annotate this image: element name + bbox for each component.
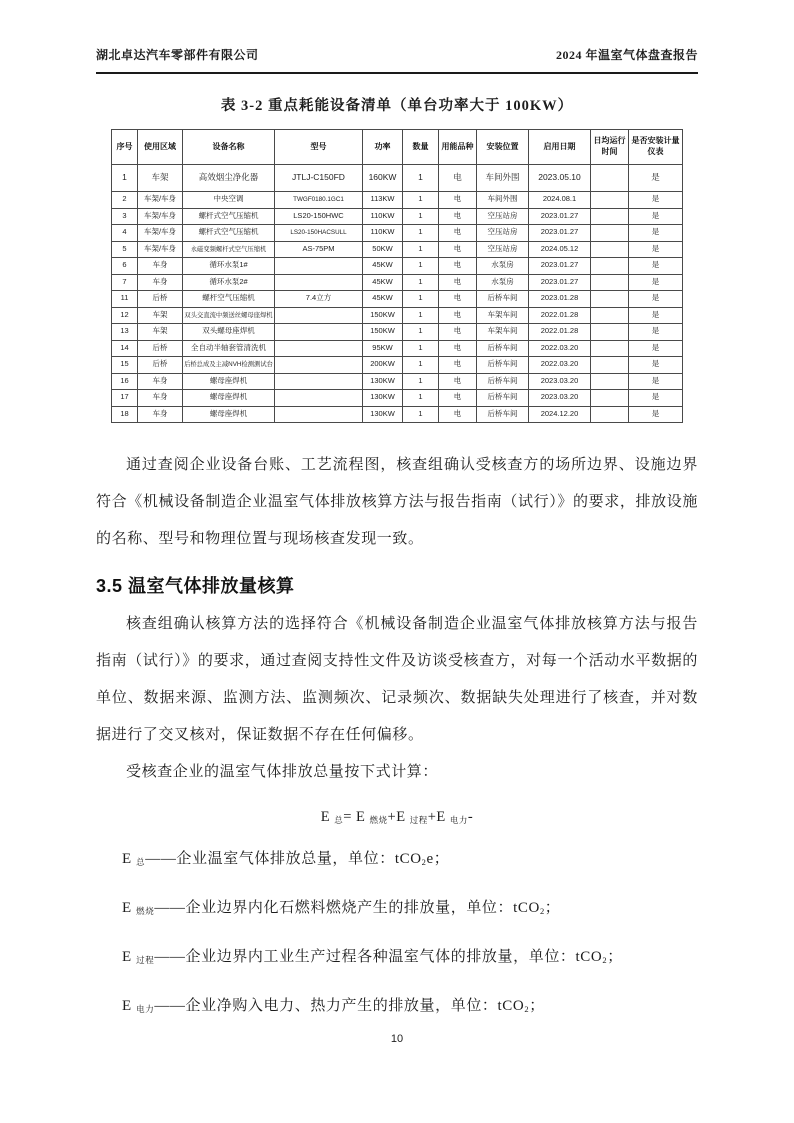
unit-subscript: 2 — [421, 857, 427, 867]
table-cell: 空压站房 — [477, 225, 529, 242]
table-cell: AS-75PM — [275, 241, 363, 258]
table-cell: 车架/车身 — [138, 225, 183, 242]
table-cell: 车身 — [138, 406, 183, 423]
formula-subscript: 总 — [334, 815, 344, 825]
table-cell: 16 — [112, 373, 138, 390]
table-cell: 1 — [403, 406, 439, 423]
term-subscript: 总 — [136, 857, 146, 867]
column-header: 使用区域 — [138, 130, 183, 165]
formula-term: +E — [387, 809, 410, 825]
term-tail: ； — [544, 900, 561, 916]
term-description: ——企业净购入电力、热力产生的排放量，单位：tCO — [154, 998, 525, 1014]
table-cell: 后桥 — [138, 357, 183, 374]
table-cell — [275, 373, 363, 390]
header-company: 湖北卓达汽车零部件有限公司 — [96, 48, 259, 62]
table-cell: 螺杆空气压缩机 — [183, 291, 275, 308]
table-cell: 全自动半轴套管清洗机 — [183, 340, 275, 357]
formula-term: - — [467, 809, 474, 825]
unit-subscript: 2 — [539, 906, 545, 916]
table-cell: 17 — [112, 390, 138, 407]
table-cell: 是 — [629, 307, 683, 324]
table-cell: 18 — [112, 406, 138, 423]
table-cell: 2024.08.1 — [529, 192, 591, 209]
table-row — [112, 324, 683, 341]
table-cell — [591, 373, 629, 390]
table-cell: 螺母座焊机 — [183, 406, 275, 423]
table-row — [112, 165, 683, 192]
table-cell: 13 — [112, 324, 138, 341]
table-cell — [591, 241, 629, 258]
table-cell — [591, 390, 629, 407]
table-cell: 200KW — [363, 357, 403, 374]
term-symbol: E — [122, 851, 137, 867]
table-cell: 电 — [439, 390, 477, 407]
column-header: 序号 — [112, 130, 138, 165]
table-cell — [591, 274, 629, 291]
table-cell: 1 — [403, 192, 439, 209]
table-cell: 110KW — [363, 208, 403, 225]
term-subscript: 燃烧 — [136, 906, 155, 916]
table-cell: 是 — [629, 340, 683, 357]
formula-subscript: 燃烧 — [369, 815, 388, 825]
table-cell: 1 — [403, 373, 439, 390]
table-cell — [591, 192, 629, 209]
table-cell: 1 — [403, 225, 439, 242]
table-cell: 车架 — [138, 165, 183, 192]
table-cell: 14 — [112, 340, 138, 357]
table-cell — [275, 307, 363, 324]
table-cell: 电 — [439, 357, 477, 374]
table-cell: 后桥车间 — [477, 390, 529, 407]
term-definition — [96, 991, 698, 1024]
table-cell: 2023.03.20 — [529, 373, 591, 390]
formula-subscript: 过程 — [409, 815, 428, 825]
table-cell: 车架 — [138, 324, 183, 341]
term-description: ——企业边界内工业生产过程各种温室气体的排放量，单位：tCO — [154, 949, 603, 965]
table-cell: 130KW — [363, 373, 403, 390]
table-cell — [591, 324, 629, 341]
table-cell: 车身 — [138, 390, 183, 407]
unit-subscript: 2 — [602, 955, 608, 965]
table-cell: 5 — [112, 241, 138, 258]
table-cell: 车身 — [138, 274, 183, 291]
table-row — [112, 225, 683, 242]
page-number: 10 — [390, 1033, 404, 1045]
table-cell: 双头螺母座焊机 — [183, 324, 275, 341]
paragraph-formula-intro: 受核查企业的温室气体排放总量按下式计算： — [126, 764, 439, 780]
table-cell: 2023.01.27 — [529, 258, 591, 275]
table-cell: 电 — [439, 291, 477, 308]
table-cell: 螺杆式空气压缩机 — [183, 208, 275, 225]
table-cell: 电 — [439, 324, 477, 341]
table-cell: 2023.03.20 — [529, 390, 591, 407]
term-description: ——企业温室气体排放总量，单位：tCO — [145, 851, 422, 867]
table-cell: 后桥车间 — [477, 406, 529, 423]
table-cell: 车架 — [138, 307, 183, 324]
table-cell: 车间外围 — [477, 192, 529, 209]
table-cell: 永磁变频螺杆式空气压缩机 — [183, 241, 275, 258]
table-cell: 是 — [629, 390, 683, 407]
table-cell — [275, 274, 363, 291]
table-cell: 113KW — [363, 192, 403, 209]
table-cell: 110KW — [363, 225, 403, 242]
table-cell: 1 — [403, 291, 439, 308]
term-tail: ； — [607, 949, 623, 965]
table-cell — [591, 165, 629, 192]
table-cell: 6 — [112, 258, 138, 275]
term-tail: e； — [426, 851, 450, 867]
table-cell: 2024.12.20 — [529, 406, 591, 423]
table-cell — [591, 340, 629, 357]
table-cell: TWGF0180.1GC1 — [275, 192, 363, 209]
table-cell: 电 — [439, 241, 477, 258]
column-header: 数量 — [403, 130, 439, 165]
table-row — [112, 192, 683, 209]
table-cell: 双头交直流中频送丝螺母座焊机 — [183, 307, 275, 324]
table-cell: 螺母座焊机 — [183, 373, 275, 390]
table-cell — [275, 324, 363, 341]
table-cell: LS20-150HACSULL — [275, 225, 363, 242]
table-cell — [591, 208, 629, 225]
table-cell: 1 — [403, 307, 439, 324]
table-cell: 后桥总成及主减NVH检测测试台 — [183, 357, 275, 374]
term-symbol: E — [122, 900, 137, 916]
table-cell: 45KW — [363, 274, 403, 291]
table-cell: 3 — [112, 208, 138, 225]
table-cell: 是 — [629, 291, 683, 308]
table-cell: 是 — [629, 357, 683, 374]
table-cell: 1 — [403, 241, 439, 258]
table-cell: 130KW — [363, 406, 403, 423]
table-cell: 1 — [403, 340, 439, 357]
table-cell: 车架车间 — [477, 307, 529, 324]
term-definition — [96, 844, 698, 877]
formula-subscript: 电力 — [449, 815, 468, 825]
table-cell: 1 — [403, 274, 439, 291]
term-symbol: E — [122, 998, 137, 1014]
table-cell: 水泵房 — [477, 274, 529, 291]
table-cell: 是 — [629, 225, 683, 242]
table-cell: 车身 — [138, 373, 183, 390]
table-cell: 45KW — [363, 258, 403, 275]
column-header: 安装位置 — [477, 130, 529, 165]
table-cell — [591, 357, 629, 374]
table-row — [112, 241, 683, 258]
table-cell: 是 — [629, 324, 683, 341]
table-cell: 160KW — [363, 165, 403, 192]
table-cell: 电 — [439, 274, 477, 291]
term-definition — [96, 893, 698, 926]
table-cell — [591, 307, 629, 324]
page-header — [96, 46, 698, 74]
table-row — [112, 307, 683, 324]
table-cell: 车架/车身 — [138, 192, 183, 209]
table-row — [112, 274, 683, 291]
term-subscript: 电力 — [136, 1004, 155, 1014]
table-cell — [591, 258, 629, 275]
table-row — [112, 406, 683, 423]
table-cell: 4 — [112, 225, 138, 242]
column-header: 用能品种 — [439, 130, 477, 165]
table-cell: 循环水泵1# — [183, 258, 275, 275]
table-cell: 是 — [629, 274, 683, 291]
table-cell: 12 — [112, 307, 138, 324]
table-row — [112, 291, 683, 308]
table-cell: 后桥车间 — [477, 357, 529, 374]
table-cell: 15 — [112, 357, 138, 374]
table-cell: 2023.01.27 — [529, 225, 591, 242]
table-cell: 是 — [629, 373, 683, 390]
formula-term: E — [320, 809, 335, 825]
column-header: 型号 — [275, 130, 363, 165]
term-definitions — [0, 844, 794, 1024]
table-cell: 1 — [403, 208, 439, 225]
table-cell: 电 — [439, 165, 477, 192]
table-cell: 95KW — [363, 340, 403, 357]
table-cell: 水泵房 — [477, 258, 529, 275]
table-cell: 螺杆式空气压缩机 — [183, 225, 275, 242]
table-cell: 电 — [439, 406, 477, 423]
table-cell: 2023.01.27 — [529, 274, 591, 291]
table-cell: 2023.05.10 — [529, 165, 591, 192]
unit-subscript: 2 — [524, 1004, 530, 1014]
table-body — [112, 165, 683, 423]
table-cell: 2022.01.28 — [529, 324, 591, 341]
table-cell: 电 — [439, 307, 477, 324]
table-cell: 高效烟尘净化器 — [183, 165, 275, 192]
column-header: 是否安装计量仪表 — [629, 130, 683, 165]
table-caption: 表 3-2 重点耗能设备清单（单台功率大于 100KW） — [220, 98, 574, 114]
table-cell: 2 — [112, 192, 138, 209]
table-cell: 130KW — [363, 390, 403, 407]
table-row — [112, 357, 683, 374]
table-row — [112, 258, 683, 275]
table-cell: 是 — [629, 165, 683, 192]
table-row — [112, 340, 683, 357]
term-tail: ； — [529, 998, 545, 1014]
header-report-title: 2024 年温室气体盘查报告 — [555, 48, 698, 62]
table-cell: 150KW — [363, 324, 403, 341]
table-cell: 后桥 — [138, 340, 183, 357]
table-cell: 2022.03.20 — [529, 340, 591, 357]
table-cell — [275, 406, 363, 423]
term-definition — [96, 942, 698, 975]
table-cell: 车身 — [138, 258, 183, 275]
table-cell: 1 — [403, 165, 439, 192]
table-cell: 是 — [629, 406, 683, 423]
equipment-table — [111, 129, 683, 423]
table-cell: 电 — [439, 258, 477, 275]
table-row — [112, 373, 683, 390]
emission-total-formula — [0, 809, 794, 826]
table-cell — [591, 291, 629, 308]
table-cell: 1 — [403, 324, 439, 341]
term-symbol: E — [122, 949, 137, 965]
table-cell: 是 — [629, 208, 683, 225]
table-cell: 1 — [403, 357, 439, 374]
table-cell: 车架/车身 — [138, 208, 183, 225]
table-cell: 2023.01.28 — [529, 291, 591, 308]
table-cell: 7.4立方 — [275, 291, 363, 308]
table-cell: 电 — [439, 225, 477, 242]
table-cell: 空压站房 — [477, 241, 529, 258]
table-cell: 电 — [439, 192, 477, 209]
table-cell: 50KW — [363, 241, 403, 258]
column-header: 功率 — [363, 130, 403, 165]
table-cell: LS20-150HWC — [275, 208, 363, 225]
table-cell — [275, 258, 363, 275]
table-cell: 是 — [629, 258, 683, 275]
table-cell: 电 — [439, 340, 477, 357]
table-cell: 1 — [403, 390, 439, 407]
table-cell — [591, 406, 629, 423]
paragraph-boundary-confirmation: 通过查阅企业设备台账、工艺流程图，核查组确认受核查方的场所边界、设施边界符合《机械设备制造企业温室气体排放核算方法与报告指南（试行）》的要求，排放设施的名称、型号和物理位置与现场核查发现一致。 — [96, 457, 698, 547]
table-cell — [275, 340, 363, 357]
table-cell: 150KW — [363, 307, 403, 324]
column-header: 日均运行时间 — [591, 130, 629, 165]
table-cell: 后桥 — [138, 291, 183, 308]
table-cell — [275, 357, 363, 374]
table-cell: 45KW — [363, 291, 403, 308]
section-heading-3-5: 3.5 温室气体排放量核算 — [96, 576, 295, 596]
table-cell: 车架/车身 — [138, 241, 183, 258]
table-cell: 循环水泵2# — [183, 274, 275, 291]
table-cell: 是 — [629, 241, 683, 258]
table-cell: 空压站房 — [477, 208, 529, 225]
table-cell: 1 — [403, 258, 439, 275]
column-header: 设备名称 — [183, 130, 275, 165]
table-header-row — [112, 130, 683, 165]
table-cell: 电 — [439, 373, 477, 390]
table-cell: JTLJ-C150FD — [275, 165, 363, 192]
formula-term: = E — [343, 809, 370, 825]
table-cell: 是 — [629, 192, 683, 209]
table-cell: 2023.01.27 — [529, 208, 591, 225]
table-cell — [275, 390, 363, 407]
table-cell: 7 — [112, 274, 138, 291]
table-cell: 2022.03.20 — [529, 357, 591, 374]
term-description: ——企业边界内化石燃料燃烧产生的排放量，单位：tCO — [154, 900, 540, 916]
table-cell: 车间外围 — [477, 165, 529, 192]
table-cell: 电 — [439, 208, 477, 225]
table-cell — [591, 225, 629, 242]
table-cell: 后桥车间 — [477, 373, 529, 390]
table-cell: 11 — [112, 291, 138, 308]
term-subscript: 过程 — [136, 955, 155, 965]
table-row — [112, 208, 683, 225]
paragraph-method-confirmation: 核查组确认核算方法的选择符合《机械设备制造企业温室气体排放核算方法与报告指南（试行）》的要求，通过查阅支持性文件及访谈受核查方，对每一个活动水平数据的单位、数据来源、监测方法、监测频次、记录频次、数据缺失处理进行了核查，并对数据进行了交叉核对，保证数据不存在任何偏移。 — [96, 616, 698, 743]
table-cell: 车架车间 — [477, 324, 529, 341]
table-cell: 2022.01.28 — [529, 307, 591, 324]
formula-term: +E — [427, 809, 450, 825]
column-header: 启用日期 — [529, 130, 591, 165]
table-row — [112, 390, 683, 407]
table-cell: 螺母座焊机 — [183, 390, 275, 407]
table-cell: 2024.05.12 — [529, 241, 591, 258]
table-cell: 1 — [112, 165, 138, 192]
table-cell: 中央空调 — [183, 192, 275, 209]
table-cell: 后桥车间 — [477, 291, 529, 308]
table-cell: 后桥车间 — [477, 340, 529, 357]
